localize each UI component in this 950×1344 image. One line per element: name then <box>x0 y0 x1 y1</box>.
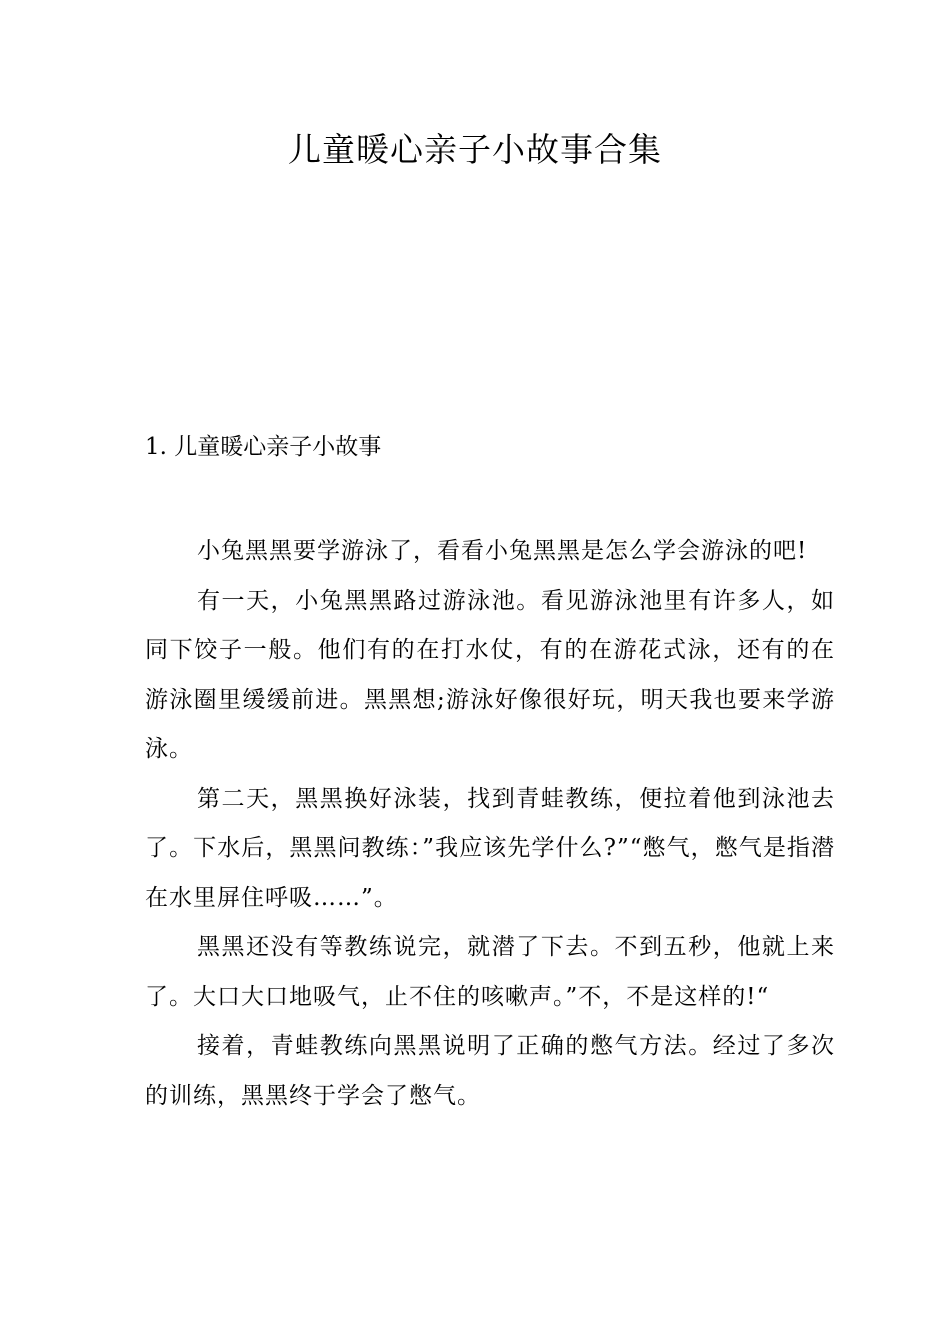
story-body <box>145 527 835 1121</box>
section-heading: 1. 儿童暖心亲子小故事 <box>145 434 382 460</box>
story-paragraph: 接着，青蛙教练向黑黑说明了正确的憋气方法。经过了多次的训练，黑黑终于学会了憋气。 <box>145 1033 835 1109</box>
document-title: 儿童暖心亲子小故事合集 <box>288 130 662 169</box>
story-paragraph: 第二天，黑黑换好泳装，找到青蛙教练，便拉着他到泳池去了。下水后，黑黑问教练：”我应该先学什么?”“憋气，憋气是指潜在水里屏住呼吸……”。 <box>145 785 835 911</box>
story-paragraph: 小兔黑黑要学游泳了，看看小兔黑黑是怎么学会游泳的吧! <box>197 538 808 564</box>
story-paragraph: 黑黑还没有等教练说完，就潜了下去。不到五秒，他就上来了。大口大口地吸气，止不住的咳嗽声。”不，不是这样的!“ <box>145 934 835 1010</box>
story-paragraph: 有一天，小兔黑黑路过游泳池。看见游泳池里有许多人，如同下饺子一般。他们有的在打水仗，有的在游花式泳，还有的在游泳圈里缓缓前进。黑黑想;游泳好像很好玩，明天我也要来学游泳。 <box>145 587 835 762</box>
